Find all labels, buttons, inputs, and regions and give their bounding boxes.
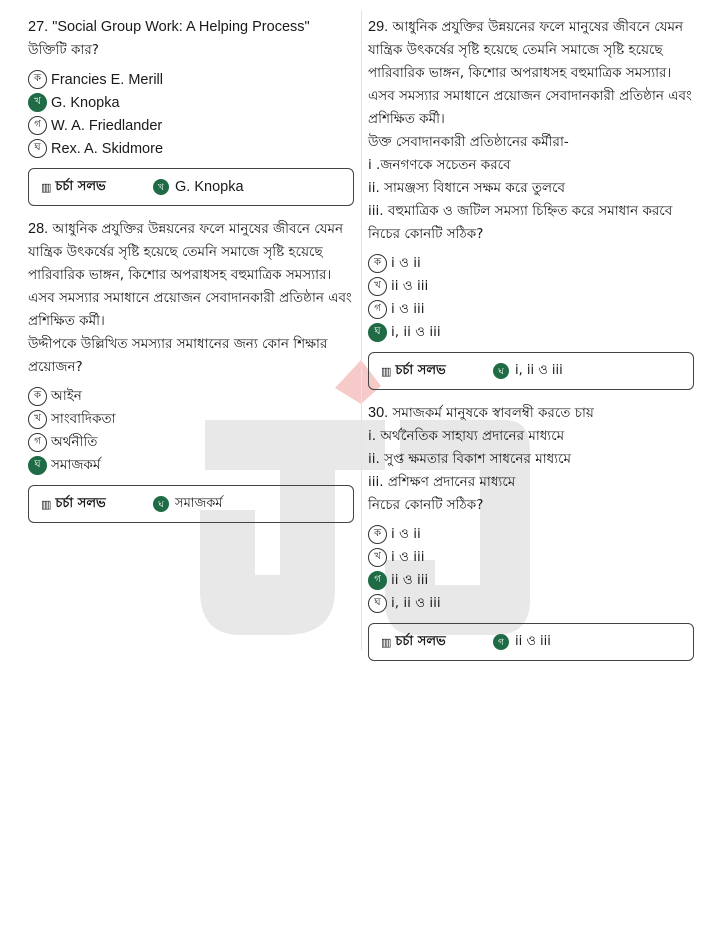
statement-i: i .জনগণকে সচেতন করবে — [368, 157, 511, 173]
option-gha[interactable] — [368, 592, 694, 615]
option-text: i, ii ও iii — [391, 595, 441, 611]
option-ga[interactable] — [28, 114, 354, 137]
option-text: i, ii ও iii — [391, 324, 441, 340]
option-marker: ক — [28, 387, 47, 406]
option-ga[interactable] — [28, 431, 354, 454]
statement-iii: iii. প্রশিক্ষণ প্রদানের মাধ্যমে — [368, 474, 516, 490]
question-number: 28. — [28, 221, 49, 237]
question-27 — [28, 16, 354, 206]
book-stack-icon: ▥ — [381, 364, 392, 378]
question-29-text — [368, 16, 694, 131]
answer-brand — [381, 361, 493, 382]
statement-ii: ii. সুপ্ত ক্ষমতার বিকাশ সাধনের মাধ্যমে — [368, 451, 572, 467]
option-marker-correct: খ — [28, 93, 47, 112]
question-30 — [368, 402, 694, 661]
option-marker: খ — [368, 548, 387, 567]
option-ga[interactable] — [368, 569, 694, 592]
question-number: 27. — [28, 19, 49, 35]
option-text: আইন — [51, 388, 82, 404]
question-lead: উক্ত সেবাদানকারী প্রতিষ্ঠানের কর্মীরা- — [368, 134, 569, 150]
question-number: 29. — [368, 19, 389, 35]
option-marker: খ — [368, 277, 387, 296]
option-kha[interactable] — [368, 275, 694, 298]
book-stack-icon: ▥ — [381, 635, 392, 649]
answer-marker: খ — [153, 179, 169, 195]
option-text: Francies E. Merill — [51, 71, 163, 88]
option-text: ii ও iii — [391, 572, 429, 588]
option-ka[interactable] — [28, 68, 354, 91]
book-stack-icon: ▥ — [41, 180, 52, 194]
option-marker: খ — [28, 410, 47, 429]
statement-iii: iii. বহুমাত্রিক ও জটিল সমস্যা চিহ্নিত করে সমাধান করবে — [368, 203, 673, 219]
answer-marker: ঘ — [493, 363, 509, 379]
answer-brand — [41, 494, 153, 515]
option-text: সাংবাদিকতা — [51, 411, 116, 427]
options-list — [368, 523, 694, 615]
option-marker: গ — [368, 300, 387, 319]
left-column — [28, 16, 354, 535]
question-27-text — [28, 16, 354, 39]
option-text: i ও iii — [391, 549, 425, 565]
option-marker: ক — [368, 254, 387, 273]
option-text: i ও ii — [391, 526, 421, 542]
option-kha[interactable] — [368, 546, 694, 569]
answer-box[interactable] — [28, 168, 354, 206]
answer-brand — [41, 177, 153, 198]
option-gha[interactable] — [368, 321, 694, 344]
option-text: G. Knopka — [51, 94, 120, 111]
option-text: W. A. Friedlander — [51, 117, 163, 134]
answer-text: G. Knopka — [175, 179, 244, 195]
option-text: ii ও iii — [391, 278, 429, 294]
answer-box[interactable] — [368, 623, 694, 661]
statement-i: i. অর্থনৈতিক সাহায্য প্রদানের মাধ্যমে — [368, 428, 565, 444]
column-divider — [361, 10, 362, 650]
option-text: Rex. A. Skidmore — [51, 140, 164, 157]
answer-marker: গ — [493, 634, 509, 650]
option-text: সমাজকর্ম — [51, 457, 101, 473]
option-marker: ঘ — [368, 594, 387, 613]
question-stimulus: আধুনিক প্রযুক্তির উন্নয়নের ফলে মানুষের জীবনে যেমন যান্ত্রিক উৎকর্ষের সৃষ্টি হয়েছে তেমনি সমাজে সৃষ্টি হয়েছে পারিবারিক ভাঙ্গন, কিশোর অপরাধসহ বহুমাত্রিক সমস্যার। এসব সমস্যার সমাধানে প্রয়োজন সেবাদানকারী প্রতিষ্ঠান এবং প্রশিক্ষিত কর্মী। — [368, 19, 692, 127]
book-stack-icon: ▥ — [41, 497, 52, 511]
question-30-text — [368, 402, 694, 425]
answer-marker: ঘ — [153, 496, 169, 512]
option-ka[interactable] — [28, 385, 354, 408]
option-gha[interactable] — [28, 454, 354, 477]
question-prompt: নিচের কোনটি সঠিক? — [368, 497, 484, 513]
question-text-line2: উক্তিটি কার? — [28, 42, 99, 58]
option-kha[interactable] — [28, 408, 354, 431]
answer-box[interactable] — [28, 485, 354, 523]
answer-label: চর্চা সলভ — [395, 362, 446, 378]
option-ka[interactable] — [368, 252, 694, 275]
question-28 — [28, 218, 354, 523]
question-stimulus: আধুনিক প্রযুক্তির উন্নয়নের ফলে মানুষের জীবনে যেমন যান্ত্রিক উৎকর্ষের সৃষ্টি হয়েছে তেমনি সমাজে সৃষ্টি হয়েছে পারিবারিক ভাঙ্গন, কিশোর অপরাধসহ বহুমাত্রিক সমস্যার। এসব সমস্যার সমাধানে প্রয়োজন সেবাদানকারী প্রতিষ্ঠান এবং প্রশিক্ষিত কর্মী। — [28, 221, 352, 329]
answer-brand — [381, 632, 493, 653]
question-text-line1: "Social Group Work: A Helping Process" — [52, 19, 310, 35]
options-list — [28, 68, 354, 160]
option-marker: ঘ — [28, 139, 47, 158]
answer-label: চর্চা সলভ — [55, 495, 106, 511]
option-text: অর্থনীতি — [51, 434, 98, 450]
answer-box[interactable] — [368, 352, 694, 390]
option-marker: গ — [28, 116, 47, 135]
question-29 — [368, 16, 694, 390]
question-stimulus: সমাজকর্ম মানুষকে স্বাবলম্বী করতে চায় — [392, 405, 594, 421]
option-gha[interactable] — [28, 137, 354, 160]
answer-label: চর্চা সলভ — [55, 178, 106, 194]
question-prompt: উদ্দীপকে উল্লিখিত সমস্যার সমাধানের জন্য কোন শিক্ষার প্রয়োজন? — [28, 336, 328, 375]
options-list — [28, 385, 354, 477]
question-prompt: নিচের কোনটি সঠিক? — [368, 226, 484, 242]
options-list — [368, 252, 694, 344]
answer-label: চর্চা সলভ — [395, 633, 446, 649]
option-text: i ও iii — [391, 301, 425, 317]
answer-text: ii ও iii — [515, 633, 551, 649]
question-28-text — [28, 218, 354, 333]
option-ga[interactable] — [368, 298, 694, 321]
option-marker-correct: গ — [368, 571, 387, 590]
option-text: i ও ii — [391, 255, 421, 271]
option-marker: ক — [368, 525, 387, 544]
answer-text: i, ii ও iii — [515, 362, 563, 378]
answer-text: সমাজকর্ম — [175, 495, 223, 511]
right-column — [368, 16, 694, 673]
option-marker-correct: ঘ — [28, 456, 47, 475]
option-kha[interactable] — [28, 91, 354, 114]
option-marker: ক — [28, 70, 47, 89]
option-marker: গ — [28, 433, 47, 452]
question-number: 30. — [368, 405, 389, 421]
option-ka[interactable] — [368, 523, 694, 546]
statement-ii: ii. সামঞ্জস্য বিধানে সক্ষম করে তুলবে — [368, 180, 566, 196]
option-marker-correct: ঘ — [368, 323, 387, 342]
